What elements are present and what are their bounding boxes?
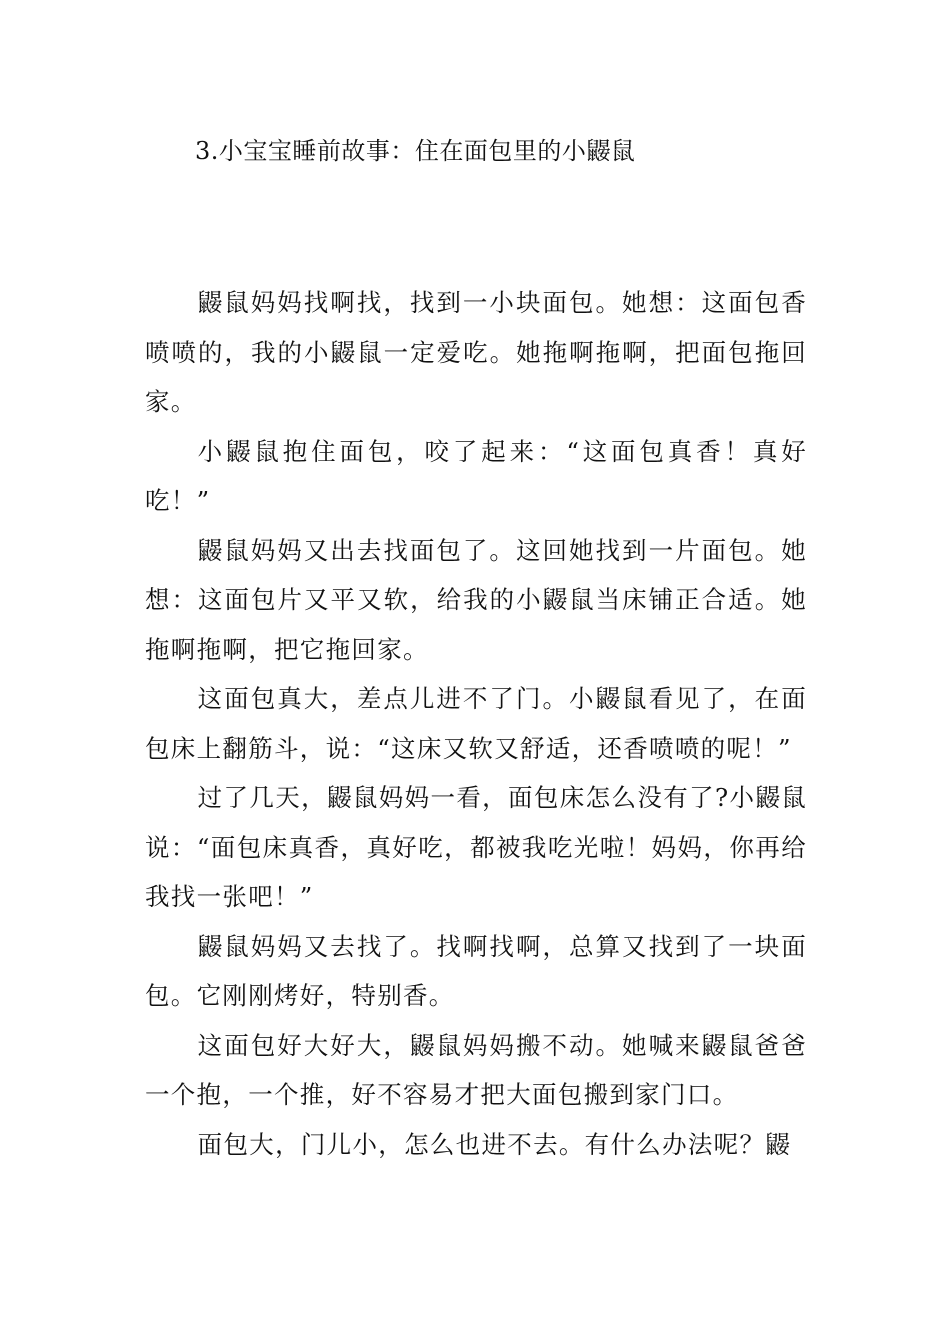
paragraph-6: 鼹鼠妈妈又去找了。找啊找啊，总算又找到了一块面包。它刚刚烤好，特别香。 [145,931,807,1010]
paragraph-8: 面包大，门儿小，怎么也进不去。有什么办法呢？鼹 [197,1129,792,1159]
paragraph-7: 这面包好大好大，鼹鼠妈妈搬不动。她喊来鼹鼠爸爸一个抱，一个推，好不容易才把大面包搬到家门口。 [145,1030,807,1109]
paragraph-4: 这面包真大，差点儿进不了门。小鼹鼠看见了，在面包床上翻筋斗，说：“这床又软又舒适，还香喷喷的呢！” [145,684,807,763]
paragraph-3: 鼹鼠妈妈又出去找面包了。这回她找到一片面包。她想：这面包片又平又软，给我的小鼹鼠当床铺正合适。她拖啊拖啊，把它拖回家。 [145,535,807,664]
paragraph-2: 小鼹鼠抱住面包，咬了起来：“这面包真香！真好吃！” [145,436,807,515]
story-body [145,278,807,1169]
story-title: 3.小宝宝睡前故事：住在面包里的小鼹鼠 [195,137,636,165]
paragraph-1: 鼹鼠妈妈找啊找，找到一小块面包。她想：这面包香喷喷的，我的小鼹鼠一定爱吃。她拖啊拖啊，把面包拖回家。 [145,288,807,416]
paragraph-5: 过了几天，鼹鼠妈妈一看，面包床怎么没有了?小鼹鼠说：“面包床真香，真好吃，都被我吃光啦！妈妈，你再给我找一张吧！” [145,783,807,911]
